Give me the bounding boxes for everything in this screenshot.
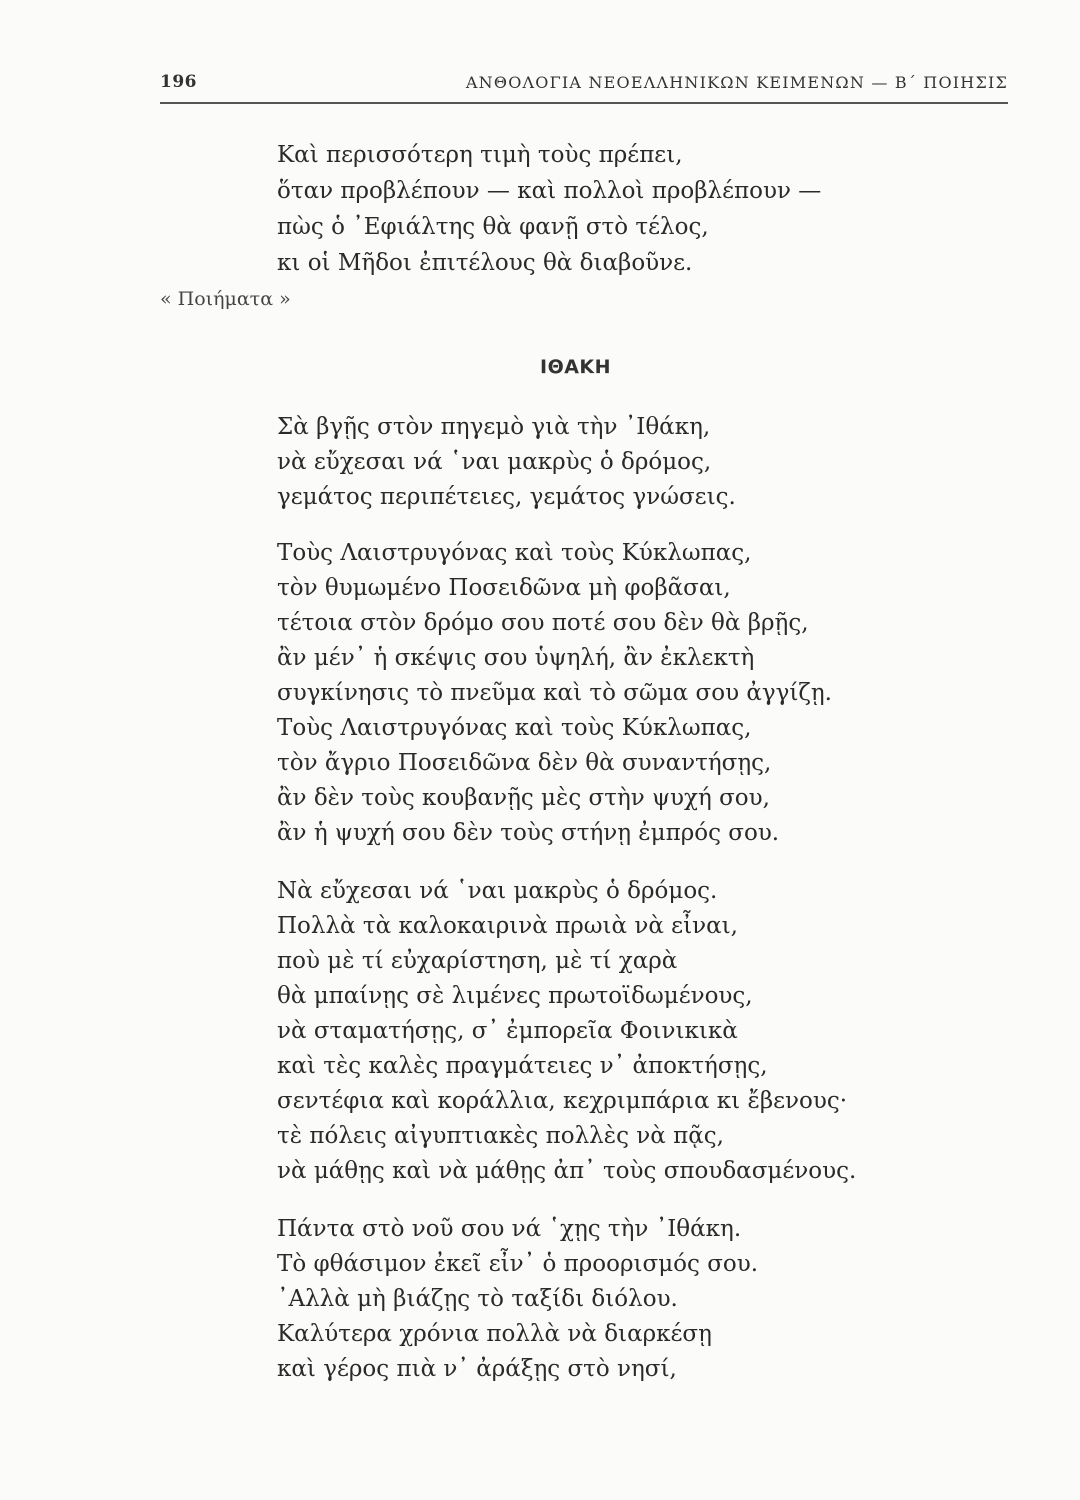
- poem-line: θὰ μπαίνῃς σὲ λιμένες πρωτοϊδωμένους,: [277, 983, 753, 1009]
- poem-line: Νὰ εὔχεσαι νά ῾ναι μακρὺς ὁ δρόμος.: [277, 878, 718, 904]
- poem-line: τέτοια στὸν δρόμο σου ποτέ σου δὲν θὰ βρῇς,: [277, 610, 809, 636]
- poem-line: Πάντα στὸ νοῦ σου νά ῾χῃς τὴν ᾿Ιθάκη.: [277, 1216, 742, 1242]
- poem-line: Τὸ φθάσιμον ἐκεῖ εἶν᾿ ὁ προορισμός σου.: [277, 1251, 759, 1277]
- source-citation: « Ποιήματα »: [160, 288, 291, 310]
- poem-line: ἂν μέν᾿ ἡ σκέψις σου ὑψηλή, ἂν ἐκλεκτὴ: [277, 645, 755, 671]
- poem-line: συγκίνησις τὸ πνεῦμα καὶ τὸ σῶμα σου ἀγγίζῃ.: [277, 680, 832, 706]
- poem-line: Καὶ περισσότερη τιμὴ τοὺς πρέπει,: [277, 142, 683, 168]
- poem-line: Σὰ βγῇς στὸν πηγεμὸ γιὰ τὴν ᾿Ιθάκη,: [277, 414, 711, 440]
- poem-line: ᾿Αλλὰ μὴ βιάζῃς τὸ ταξίδι διόλου.: [277, 1286, 678, 1312]
- poem-line: ἂν ἡ ψυχή σου δὲν τοὺς στήνῃ ἐμπρός σου.: [277, 820, 780, 846]
- poem-line: Τοὺς Λαιστρυγόνας καὶ τοὺς Κύκλωπας,: [277, 715, 752, 741]
- poem-line: νὰ σταματήσῃς, σ᾿ ἐμπορεῖα Φοινικικὰ: [277, 1018, 738, 1044]
- poem-line: καὶ τὲς καλὲς πραγμάτειες ν᾿ ἀποκτήσῃς,: [277, 1053, 768, 1079]
- page-header: [160, 72, 1008, 104]
- poem-line: ὅταν προβλέπουν — καὶ πολλοὶ προβλέπουν —: [277, 178, 822, 204]
- page-number: 196: [160, 72, 197, 92]
- poem-line: νὰ μάθῃς καὶ νὰ μάθῃς ἀπ᾿ τοὺς σπουδασμένους.: [277, 1158, 857, 1184]
- poem-line: Τοὺς Λαιστρυγόνας καὶ τοὺς Κύκλωπας,: [277, 540, 752, 566]
- poem-line: σεντέφια καὶ κοράλλια, κεχριμπάρια κι ἔβενους·: [277, 1088, 848, 1114]
- poem-title: ΙΘΑΚΗ: [540, 356, 612, 378]
- poem-line: γεμάτος περιπέτειες, γεμάτος γνώσεις.: [277, 484, 736, 510]
- poem-line: κι οἱ Μῆδοι ἐπιτέλους θὰ διαβοῦνε.: [277, 250, 693, 276]
- running-head: ΑΝΘΟΛΟΓΙΑ ΝΕΟΕΛΛΗΝΙΚΩΝ ΚΕΙΜΕΝΩΝ — Β΄ ΠΟΙΗΣΙΣ: [465, 73, 1008, 92]
- poem-line: τὸν ἄγριο Ποσειδῶνα δὲν θὰ συναντήσῃς,: [277, 750, 772, 776]
- poem-line: πὼς ὁ ᾿Εφιάλτης θὰ φανῇ στὸ τέλος,: [277, 214, 709, 240]
- poem-line: τὲ πόλεις αἰγυπτιακὲς πολλὲς νὰ πᾷς,: [277, 1123, 724, 1149]
- poem-line: Καλύτερα χρόνια πολλὰ νὰ διαρκέσῃ: [277, 1321, 712, 1347]
- poem-line: ποὺ μὲ τί εὐχαρίστηση, μὲ τί χαρὰ: [277, 948, 678, 974]
- poem-line: τὸν θυμωμένο Ποσειδῶνα μὴ φοβᾶσαι,: [277, 575, 731, 601]
- poem-line: καὶ γέρος πιὰ ν᾿ ἀράξῃς στὸ νησί,: [277, 1356, 677, 1382]
- poem-line: νὰ εὔχεσαι νά ῾ναι μακρὺς ὁ δρόμος,: [277, 449, 712, 475]
- poem-line: Πολλὰ τὰ καλοκαιρινὰ πρωιὰ νὰ εἶναι,: [277, 913, 738, 939]
- poem-line: ἂν δὲν τοὺς κουβανῇς μὲς στὴν ψυχή σου,: [277, 785, 770, 811]
